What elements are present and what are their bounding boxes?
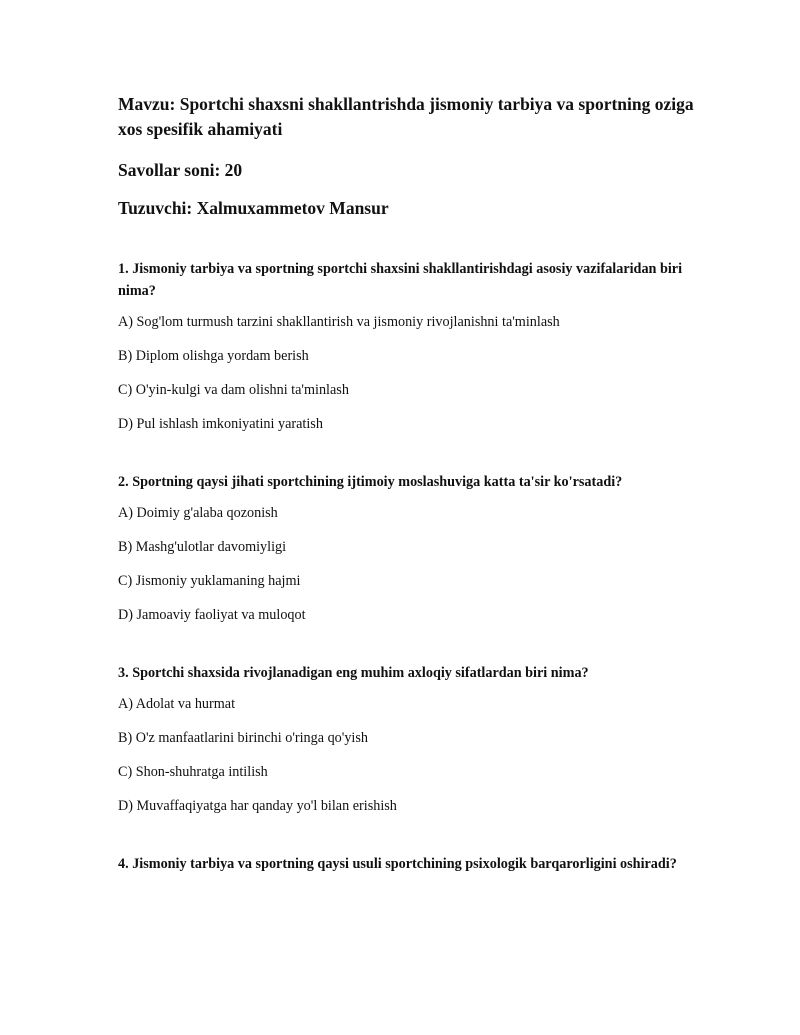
question-text: 2. Sportning qaysi jihati sportchining ijtimoiy moslashuviga katta ta'sir ko'rsatadi? xyxy=(118,474,623,490)
author-line: Tuzuvchi: Xalmuxammetov Mansur xyxy=(118,198,389,218)
option-b: B) Diplom olishga yordam berish xyxy=(118,348,309,364)
option-d: D) Jamoaviy faoliyat va muloqot xyxy=(118,607,306,623)
option-d: D) Pul ishlash imkoniyatini yaratish xyxy=(118,416,323,432)
question-list xyxy=(118,258,698,875)
question-text: 3. Sportchi shaxsida rivojlanadigan eng muhim axloqiy sifatlardan biri nima? xyxy=(118,665,589,681)
topic-title: Mavzu: Sportchi shaxsni shakllantrishda jismoniy tarbiya va sportning oziga xos spesifik ahamiyati xyxy=(118,94,694,139)
option-c: C) O'yin-kulgi va dam olishni ta'minlash xyxy=(118,382,349,398)
question-1 xyxy=(118,258,698,435)
option-a: A) Doimiy g'alaba qozonish xyxy=(118,505,278,521)
option-c: C) Shon-shuhratga intilish xyxy=(118,764,268,780)
question-4 xyxy=(118,853,698,875)
option-c: C) Jismoniy yuklamaning hajmi xyxy=(118,573,301,589)
question-3 xyxy=(118,662,698,817)
option-list xyxy=(118,502,698,626)
option-d: D) Muvaffaqiyatga har qanday yo'l bilan erishish xyxy=(118,798,397,814)
document-page xyxy=(118,92,698,875)
option-a: A) Adolat va hurmat xyxy=(118,696,236,712)
option-a: A) Sog'lom turmush tarzini shakllantirish va jismoniy rivojlanishni ta'minlash xyxy=(118,314,560,330)
option-b: B) Mashg'ulotlar davomiyligi xyxy=(118,539,287,555)
question-2 xyxy=(118,471,698,626)
option-list xyxy=(118,693,698,817)
question-count: Savollar soni: 20 xyxy=(118,160,243,180)
question-text: 1. Jismoniy tarbiya va sportning sportchi shaxsini shakllantirishdagi asosiy vazifalaridan biri nima? xyxy=(118,261,683,299)
option-list xyxy=(118,311,698,435)
option-b: B) O'z manfaatlarini birinchi o'ringa qo'yish xyxy=(118,730,368,746)
question-text: 4. Jismoniy tarbiya va sportning qaysi usuli sportchining psixologik barqarorligini oshiradi? xyxy=(118,856,677,872)
